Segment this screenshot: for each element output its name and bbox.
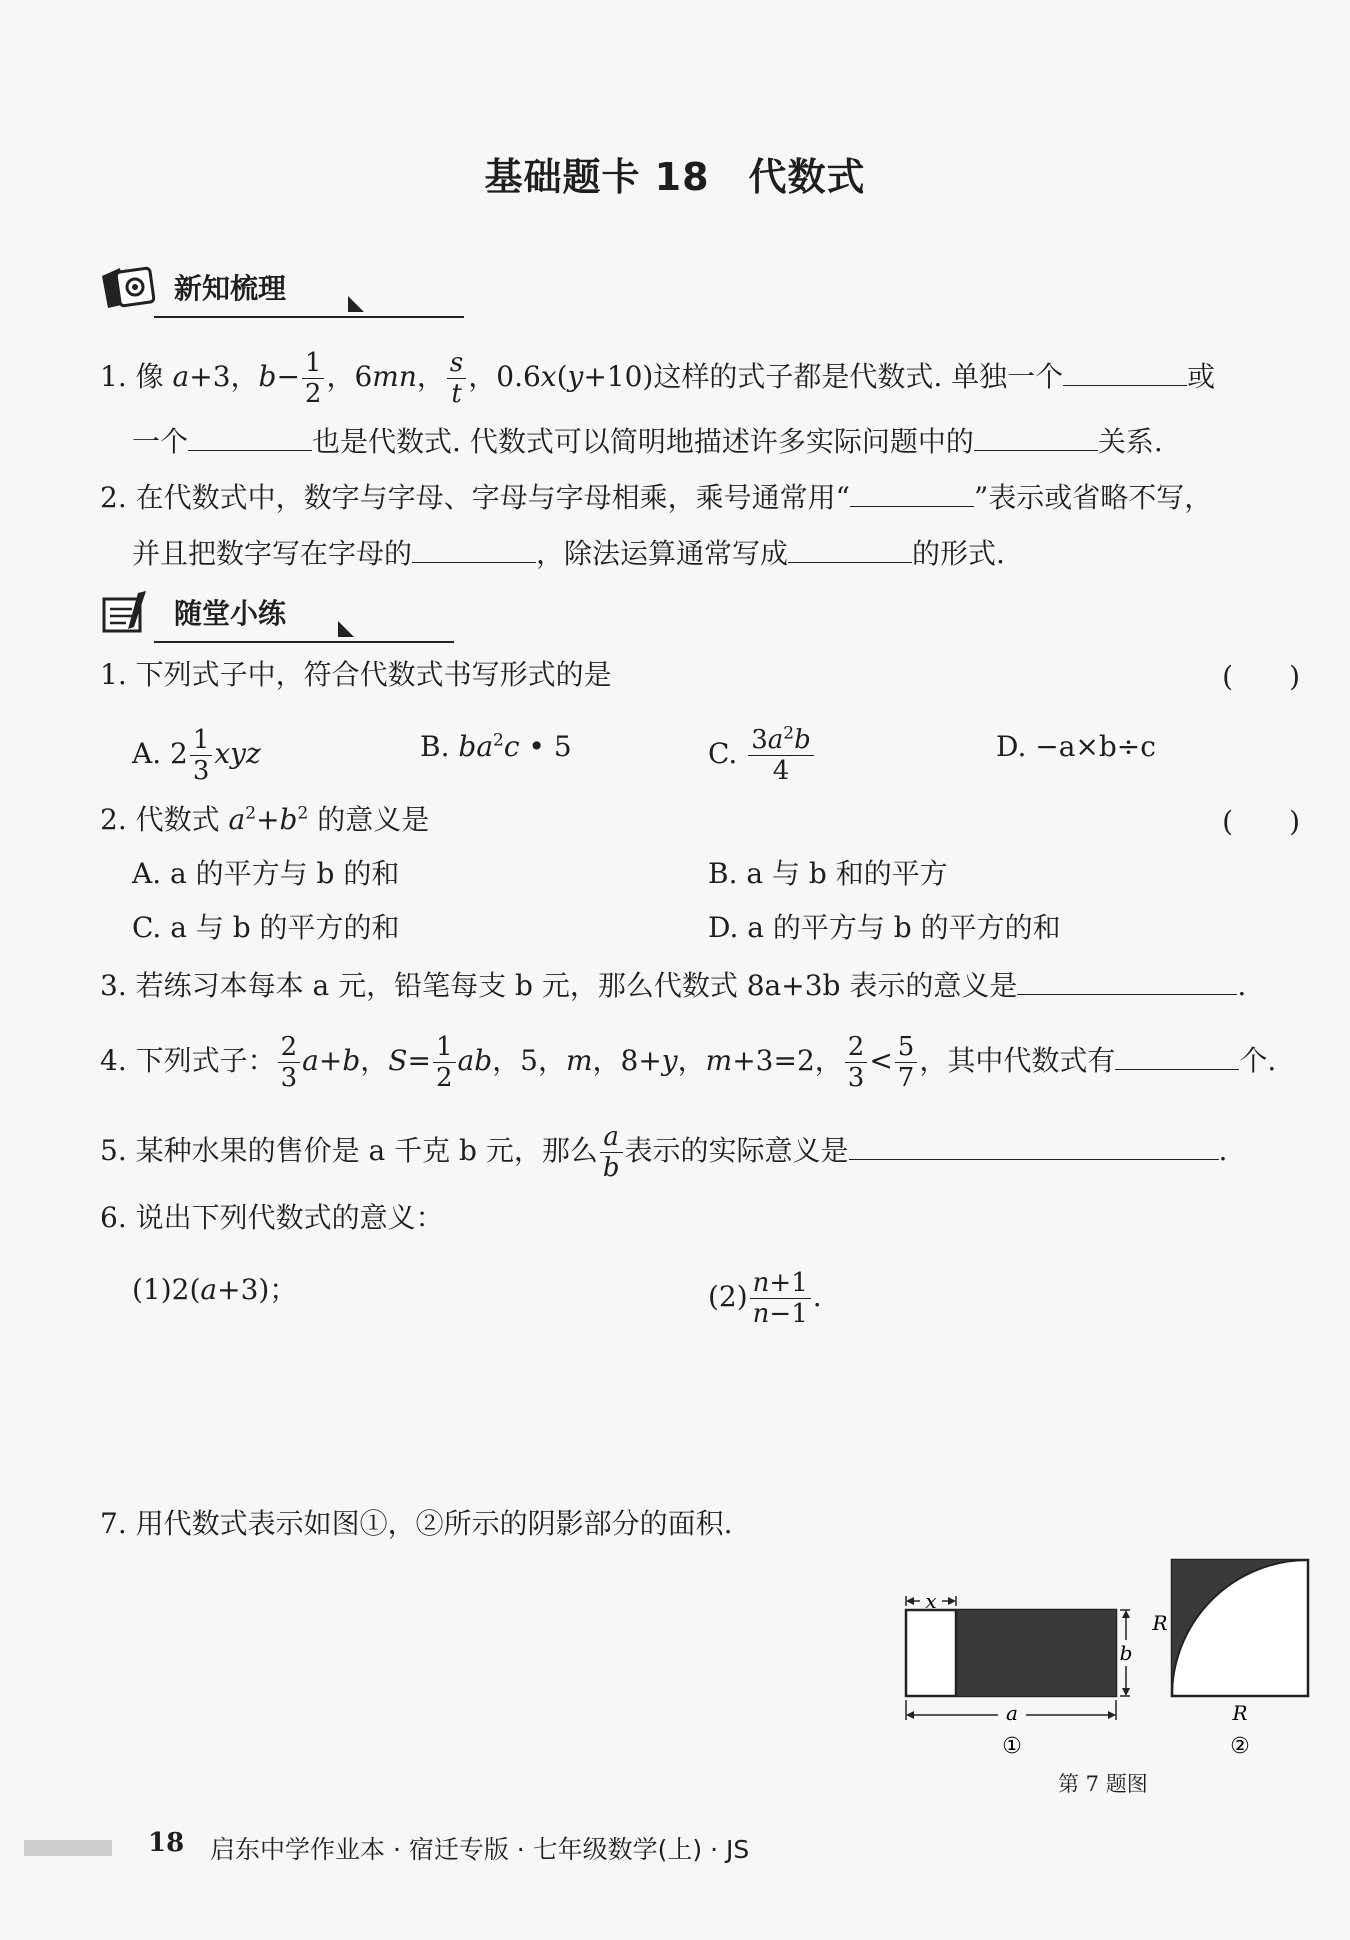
answer-blank[interactable] <box>849 1129 1219 1160</box>
answer-blank[interactable] <box>1017 964 1237 995</box>
practice-q7: 7. 用代数式表示如图①，②所示的阴影部分的面积. <box>100 1507 733 1540</box>
answer-blank[interactable] <box>1063 355 1187 386</box>
practice-q4: 4. 下列式子： $\frac{2}{3}$ a+b，S= $\frac{1}{2}$ ab，5，m，8+y，m+3=2， $\frac{2}{3}$ < $\frac{5}{7}$ ，其中代数式有 个. <box>100 1032 1277 1093</box>
figure-caption: 第 7 题图 <box>1058 1772 1148 1796</box>
practice-q2-option-b: B. a 与 b 和的平方 <box>708 857 948 890</box>
fraction: $\frac{3a^2b}{4}$ <box>748 727 814 784</box>
fraction: $\frac{n+1}{n-1}$ <box>750 1270 811 1327</box>
answer-blank[interactable] <box>412 532 536 563</box>
figure1-shaded-area <box>956 1610 1116 1696</box>
practice-q1-option-c: C. $\frac{3a^2b}{4}$ <box>708 727 816 784</box>
answer-parentheses[interactable]: ( ) <box>1222 805 1300 838</box>
fraction: $\frac{2}{3}$ <box>278 1034 301 1091</box>
fraction: $\frac{2}{3}$ <box>845 1034 868 1091</box>
section-title-knowledge: 新知梳理 <box>174 272 287 305</box>
triangle-marker-icon <box>336 619 356 639</box>
section-header-practice <box>98 587 286 637</box>
answer-blank[interactable] <box>1115 1039 1239 1070</box>
section-underline <box>154 641 454 643</box>
figure2-label: ② <box>1230 1734 1250 1759</box>
practice-q1: 1. 下列式子中，符合代数式书写形式的是 <box>100 658 612 691</box>
figure1-label: ① <box>1002 1734 1022 1759</box>
page-number: 18 <box>148 1828 185 1858</box>
label-b: b <box>1119 1641 1133 1665</box>
page-title: 基础题卡 18 代数式 <box>484 155 866 199</box>
practice-q6-part2: (2) $\frac{n+1}{n-1}$ . <box>708 1268 822 1329</box>
practice-q2: 2. 代数式 $a^2+b^2$ 的意义是 <box>100 803 430 836</box>
knowledge-q1-line1: 1. 像 a+3，b− $\frac{1}{2}$ ，6mn， $\frac{s}{t}$ ，0.6x(y+10)这样的式子都是代数式. 单独一个 或 <box>100 348 1216 409</box>
label-r-bottom: R <box>1232 1701 1248 1725</box>
practice-q2-option-a: A. a 的平方与 b 的和 <box>132 857 400 890</box>
section-title-practice: 随堂小练 <box>174 597 287 630</box>
practice-q3: 3. 若练习本每本 a 元，铅笔每支 b 元，那么代数式 8a+3b 表示的意义是 . <box>100 964 1246 1006</box>
figure-q7 <box>890 1548 1330 1763</box>
answer-blank[interactable] <box>850 476 974 507</box>
practice-q2-option-c: C. a 与 b 的平方的和 <box>132 911 400 944</box>
fraction: $\frac{s}{t}$ <box>447 350 466 407</box>
fraction: $\frac{1}{2}$ <box>433 1034 456 1091</box>
knowledge-q2-line2: 并且把数字写在字母的 ，除法运算通常写成 的形式. <box>132 532 1005 574</box>
label-x: x <box>925 1589 937 1613</box>
book-icon <box>98 264 160 310</box>
label-a: a <box>1006 1701 1018 1725</box>
book-title: 启东中学作业本 · 宿迁专版 · 七年级数学(上) · JS <box>210 1835 750 1864</box>
answer-blank[interactable] <box>974 420 1098 451</box>
practice-q2-option-d: D. a 的平方与 b 的平方的和 <box>708 911 1061 944</box>
fraction: $\frac{a}{b}$ <box>600 1124 623 1181</box>
fraction: $\frac{5}{7}$ <box>895 1034 918 1091</box>
answer-parentheses[interactable]: ( ) <box>1222 660 1300 693</box>
notepad-pencil-icon <box>98 589 160 635</box>
footer-bar <box>24 1840 112 1856</box>
answer-blank[interactable] <box>788 532 912 563</box>
label-r-side: R <box>1152 1611 1168 1635</box>
page-footer <box>0 1822 1350 1874</box>
answer-blank[interactable] <box>188 420 312 451</box>
practice-q5: 5. 某种水果的售价是 a 千克 b 元，那么 $\frac{a}{b}$ 表示的实际意义是 . <box>100 1122 1228 1183</box>
fraction: $\frac{1}{2}$ <box>302 350 325 407</box>
practice-q1-option-d: D. −a×b÷c <box>996 730 1156 763</box>
practice-q1-option-b: B. $ba^2c$ • 5 <box>420 730 572 763</box>
fraction: $\frac{1}{3}$ <box>190 727 213 784</box>
section-header-knowledge <box>98 262 286 312</box>
knowledge-q2-line1: 2. 在代数式中，数字与字母、字母与字母相乘，乘号通常用“ ”表示或省略不写， <box>100 476 1212 518</box>
practice-q6-part1: (1)2(a+3)； <box>132 1273 298 1306</box>
practice-q6: 6. 说出下列代数式的意义： <box>100 1201 444 1234</box>
practice-q1-option-a: A. 2 $\frac{1}{3}$ xyz <box>132 725 261 786</box>
section-underline <box>154 316 464 318</box>
knowledge-q1-line2: 一个 也是代数式. 代数式可以简明地描述许多实际问题中的 关系. <box>132 420 1163 462</box>
triangle-marker-icon <box>346 294 366 314</box>
